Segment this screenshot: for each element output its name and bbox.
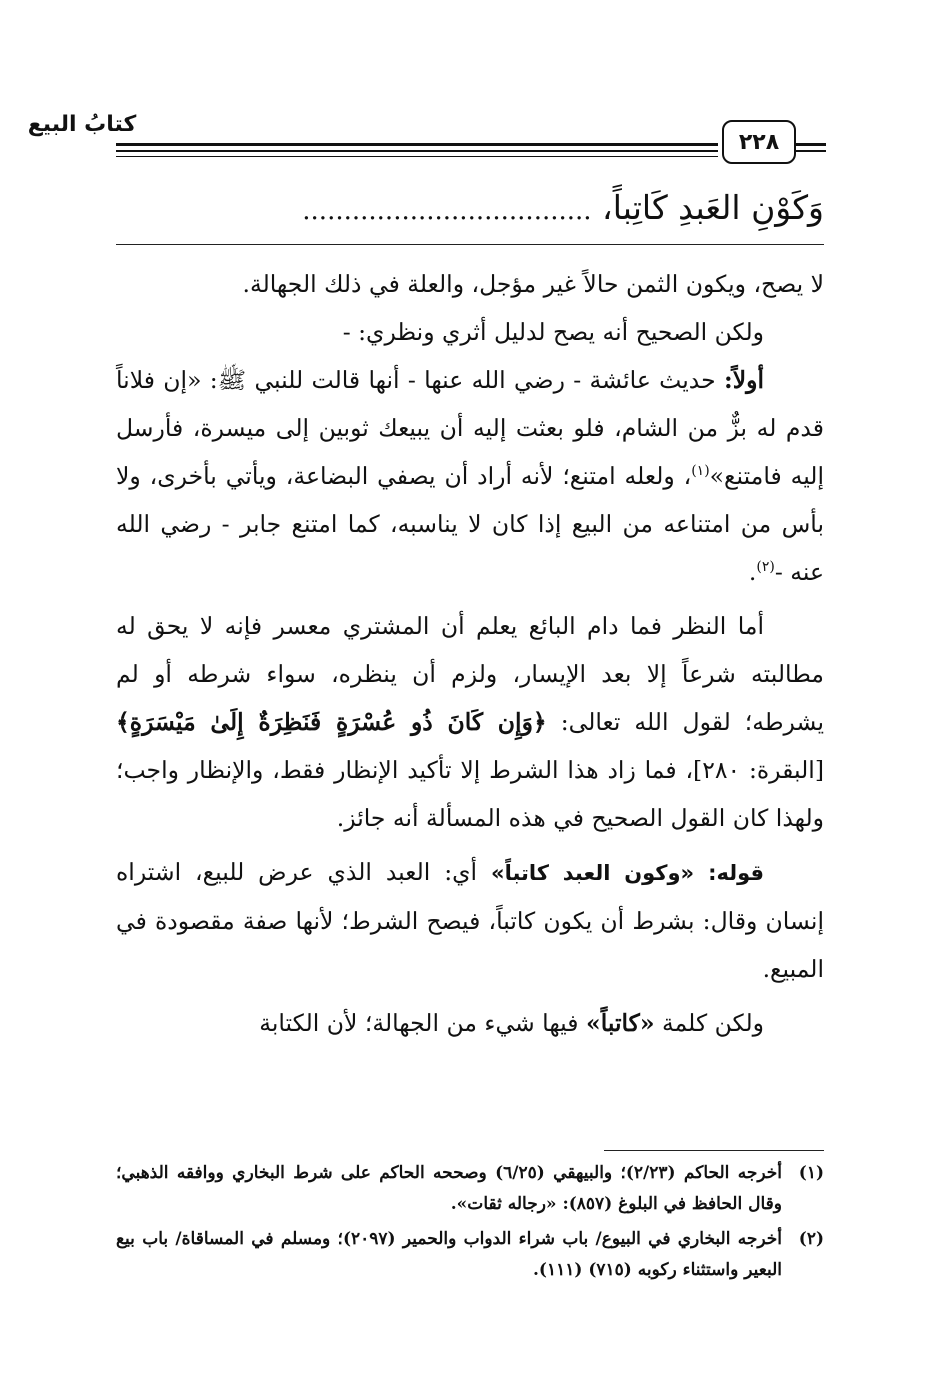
- running-header-title: كتابُ البيع: [27, 112, 137, 137]
- header-rule-middle: [116, 150, 718, 152]
- paragraph-3: [116, 356, 824, 596]
- paragraph-3-continuation: ، ولعله امتنع؛ لأنه أراد أن يصفي البضاعة، ويأتي بأخرى، ولا بأس من امتناعه من البيع إذا كان لا يناسبه، كما امتنع جابر - رضي الله عنه -: [116, 462, 824, 586]
- matn-text: وَكَوْنِ العَبدِ كَاتِباً،: [602, 188, 824, 227]
- header-rule-thin: [116, 156, 718, 157]
- paragraph-2: ولكن الصحيح أنه يصح لدليل أثري ونظري: -: [342, 318, 764, 346]
- matn-divider: [116, 244, 824, 245]
- header-rule-thick: [116, 143, 718, 146]
- paragraph-4-text: أما النظر فما دام البائع يعلم أن المشتري معسر فإنه لا يحق له مطالبته شرعاً إلا بعد الإيسار، ولزم أن ينظره، سواء شرطه أو لم يشرطه؛ لقول الله تعالى:: [116, 612, 824, 736]
- footnote-1-text: أخرجه الحاكم (٢/٢٣)؛ والبيهقي (٦/٢٥) وصححه الحاكم على شرط البخاري ووافقه الذهبي؛ وقال الحافظ في البلوغ (٨٥٧): «رجاله ثقات».: [116, 1163, 782, 1214]
- body-text: [116, 260, 824, 1047]
- paragraph-6-word: «كاتباً»: [586, 1009, 655, 1037]
- footnotes: [116, 1158, 824, 1290]
- page-number-box: [722, 120, 796, 164]
- footnote-ref-1[interactable]: (١): [691, 463, 710, 480]
- header-rule-tail-thin: [796, 150, 826, 152]
- footnote-1-number: (١): [798, 1163, 824, 1183]
- paragraph-6-continuation: فيها شيء من الجهالة؛ لأن الكتابة: [259, 1009, 579, 1037]
- paragraph-1: لا يصح، ويكون الثمن حالاً غير مؤجل، والعلة في ذلك الجهالة.: [242, 270, 824, 298]
- paragraph-5-text: أي: العبد الذي عرض للبيع، اشتراه إنسان وقال: بشرط أن يكون كاتباً، فيصح الشرط؛ لأنها صفة مقصودة في المبيع.: [116, 858, 824, 983]
- footnote-2-number: (٢): [798, 1229, 824, 1249]
- paragraph-4-continuation: [البقرة: ٢٨٠]، فما زاد هذا الشرط إلا تأكيد الإنظار فقط، والإنظار واجب؛ ولهذا كان القول الصحيح في هذه المسألة أنه جائز.: [116, 756, 824, 832]
- footnote-2: [116, 1224, 824, 1286]
- page-number: ٢٢٨: [738, 129, 780, 155]
- quran-verse: ﴿وَإِن كَانَ ذُو عُسْرَةٍ فَنَظِرَةٌ إِلَىٰ مَيْسَرَةٍ﴾: [116, 708, 547, 736]
- footnote-ref-2[interactable]: (٢): [756, 559, 775, 576]
- header-rule-tail-thick: [796, 143, 826, 146]
- paragraph-6-text: ولكن كلمة: [662, 1009, 764, 1037]
- paragraph-6: [116, 999, 824, 1047]
- paragraph-4: [116, 602, 824, 842]
- paragraph-3-lead: أولاً:: [724, 366, 764, 394]
- footnote-divider: [604, 1150, 824, 1151]
- paragraph-5-lead: قوله:: [708, 861, 764, 885]
- paragraph-5-quote: «وكون العبد كاتباً»: [491, 861, 695, 885]
- paragraph-3-hadith: حديث عائشة - رضي الله عنها - أنها قالت للنبي ﷺ: «إن فلاناً قدم له بزٌّ من الشام، فلو بعثت إليه أن يبيعك ثوبين إلى ميسرة، فأرسل إليه فامتنع»: [116, 366, 824, 490]
- paragraph-3-end: .: [748, 558, 757, 586]
- footnote-1: [116, 1158, 824, 1220]
- paragraph-5: [116, 848, 824, 993]
- matn-line: [116, 180, 824, 240]
- matn-dots: ...................................: [302, 196, 592, 226]
- footnote-2-text: أخرجه البخاري في البيوع/ باب شراء الدواب والحمير (٢٠٩٧)؛ ومسلم في المساقاة/ باب بيع البعير واستثناء ركوبه (٧١٥) (١١١).: [116, 1229, 782, 1280]
